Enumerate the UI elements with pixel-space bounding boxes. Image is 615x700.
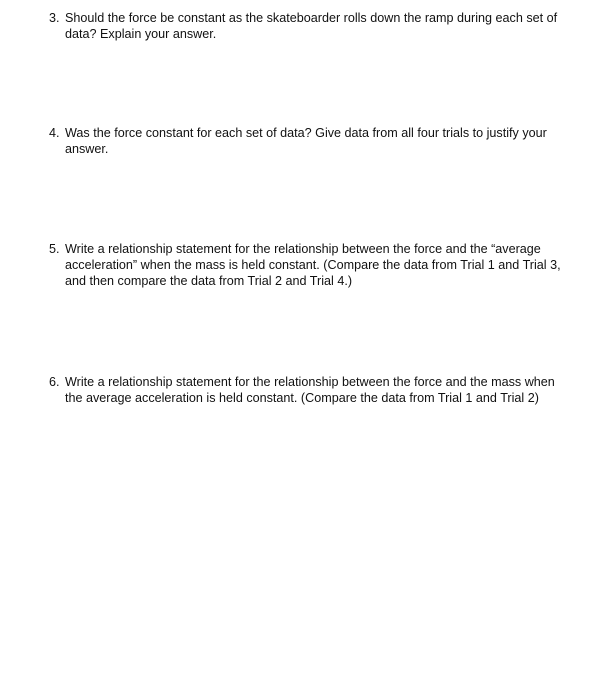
question-4-number: 4. [49, 126, 60, 140]
question-6 [49, 374, 569, 406]
question-5-number: 5. [49, 242, 60, 256]
question-6-number: 6. [49, 375, 60, 389]
question-3-number: 3. [49, 11, 60, 25]
question-5 [49, 241, 569, 289]
question-6-text: Write a relationship statement for the relationship between the force and the mass when the average acceleration is held constant. (Compare the data from Trial 1 and Trial 2) [65, 375, 555, 405]
question-3 [49, 10, 569, 42]
question-5-text: Write a relationship statement for the relationship between the force and the “average acceleration” when the mass is held constant. (Compare the data from Trial 1 and Trial 3, and then compare the data from Trial 2 and Trial 4.) [65, 242, 561, 288]
question-4 [49, 125, 569, 157]
question-3-text: Should the force be constant as the skateboarder rolls down the ramp during each set of data? Explain your answer. [65, 11, 558, 41]
question-4-text: Was the force constant for each set of data? Give data from all four trials to justify your answer. [65, 126, 547, 156]
